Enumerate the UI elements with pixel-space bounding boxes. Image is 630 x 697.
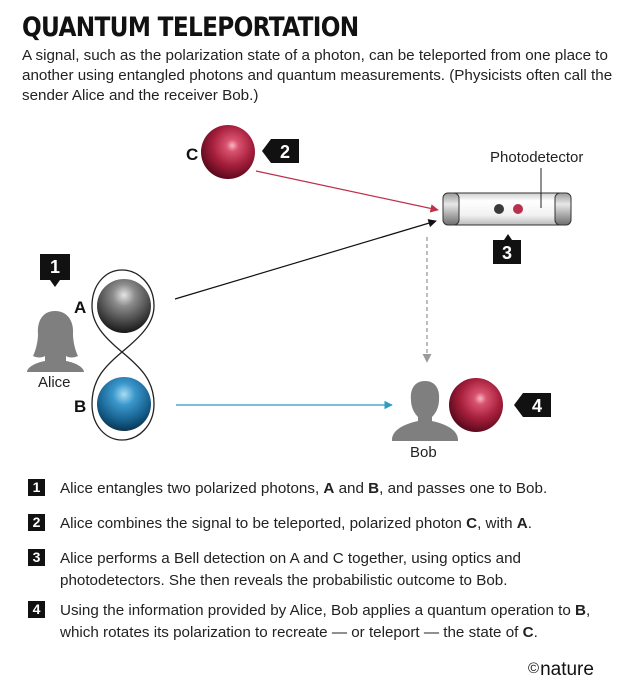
photodetector-label: Photodetector <box>490 149 584 166</box>
detector-photon-red <box>513 204 523 214</box>
copyright-symbol: © <box>528 660 540 677</box>
marker-1 <box>40 254 70 287</box>
photon-a-label: A <box>74 298 87 317</box>
step-2 <box>28 513 620 535</box>
svg-text:2: 2 <box>279 142 291 162</box>
alice-figure <box>27 311 84 372</box>
arrow-a-to-detector <box>175 221 436 299</box>
step-4 <box>28 600 620 644</box>
marker-3 <box>493 234 521 264</box>
photon-a <box>97 279 151 333</box>
detector-photon-grey <box>494 204 504 214</box>
arrow-c-to-detector <box>256 171 438 210</box>
svg-text:1: 1 <box>49 257 61 277</box>
brand-name: nature <box>540 659 594 680</box>
step-3-number: 3 <box>28 549 45 566</box>
step-2-text: Alice combines the signal to be teleported, polarized photon C, with A. <box>60 515 532 532</box>
bob-label: Bob <box>410 444 437 461</box>
marker-4 <box>514 393 551 417</box>
photon-bob <box>449 378 503 432</box>
nature-logo <box>528 659 594 681</box>
photon-c <box>201 125 255 179</box>
step-3 <box>28 548 620 592</box>
step-4-number: 4 <box>28 601 45 618</box>
step-1-text: Alice entangles two polarized photons, A and B, and passes one to Bob. <box>60 480 548 497</box>
step-2-number: 2 <box>28 514 45 531</box>
alice-label: Alice <box>38 374 71 391</box>
bob-figure <box>392 381 458 441</box>
svg-text:4: 4 <box>531 396 543 416</box>
marker-2 <box>262 139 299 163</box>
photon-b-label: B <box>74 397 87 416</box>
step-4-text: Using the information provided by Alice, Bob applies a quantum operation to B, which rotates its polarization to recreate — or teleport — the state of C. <box>60 602 591 641</box>
intro-text: A signal, such as the polarization state of a photon, can be teleported from one place to another using entangled photons and quantum measurements. (Physicists often call the sender Alice and the receiver Bob.) <box>22 47 613 104</box>
svg-text:3: 3 <box>501 243 513 263</box>
photodetector <box>443 168 571 225</box>
photon-b <box>97 377 151 431</box>
step-1 <box>28 478 620 500</box>
page-title: QUANTUM TELEPORTATION <box>22 12 359 43</box>
step-1-number: 1 <box>28 479 45 496</box>
photon-c-label: C <box>186 145 199 164</box>
step-3-text: Alice performs a Bell detection on A and C together, using optics and photodetectors. She then reveals the probabilistic outcome to Bob. <box>60 550 521 589</box>
